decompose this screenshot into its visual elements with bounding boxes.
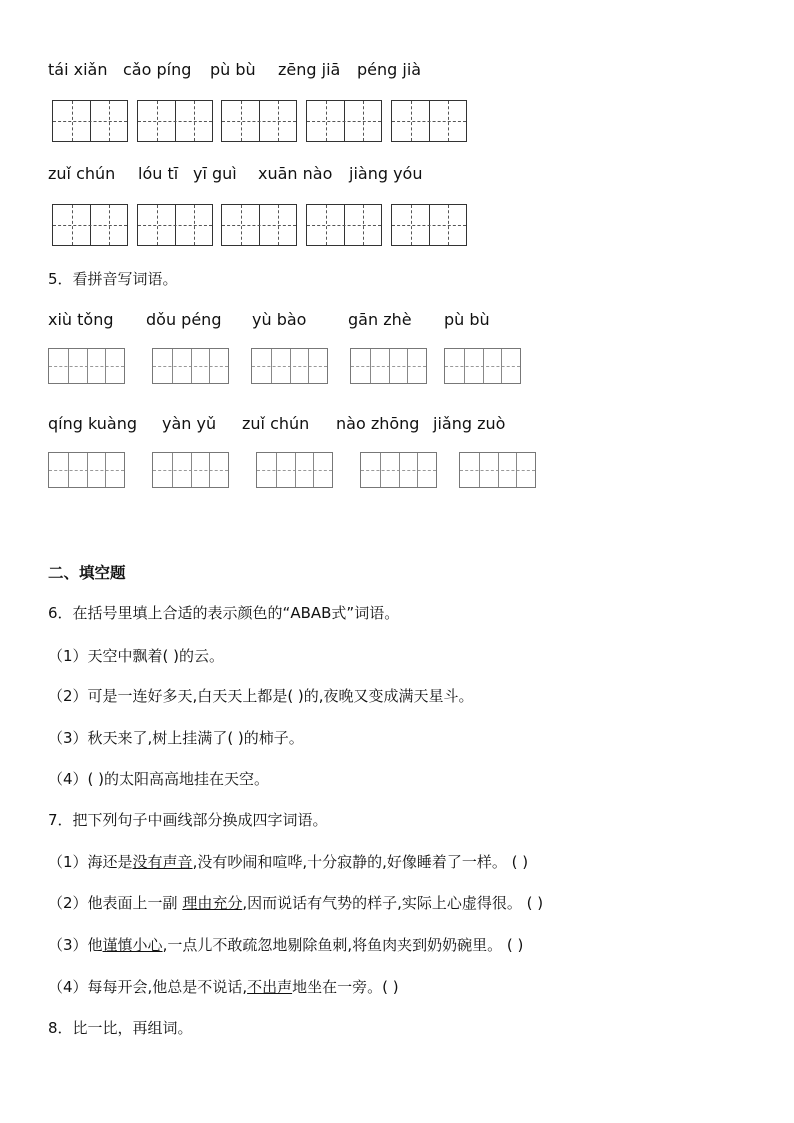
pinyin: zēng jiā xyxy=(278,60,341,79)
writing-box[interactable] xyxy=(221,204,297,246)
underlined-phrase: 谨慎小心 xyxy=(102,936,163,954)
question-6-item: （4）( )的太阳高高地挂在天空。 xyxy=(48,770,270,788)
question-7-item xyxy=(48,851,528,872)
question-6-item: （3）秋天来了,树上挂满了( )的柿子。 xyxy=(48,729,304,747)
writing-grid[interactable] xyxy=(459,452,536,488)
question-7-item xyxy=(48,934,523,955)
pinyin: qíng kuàng xyxy=(48,414,137,433)
pinyin: yàn yǔ xyxy=(162,414,217,433)
question-6-title: 6．在括号里填上合适的表示颜色的“ABAB式”词语。 xyxy=(48,604,400,622)
writing-box[interactable] xyxy=(391,100,467,142)
writing-grid[interactable] xyxy=(444,348,521,384)
question-7-title: 7．把下列句子中画线部分换成四字词语。 xyxy=(48,811,328,829)
item-text: ,没有吵闹和喧哗,十分寂静的,好像睡着了一样。 ( ) xyxy=(192,853,529,871)
writing-box[interactable] xyxy=(52,204,128,246)
pinyin: tái xiǎn xyxy=(48,60,108,79)
writing-grid[interactable] xyxy=(152,452,229,488)
item-text: （4）每每开会,他总是不说话, xyxy=(48,978,248,996)
pinyin: yī guì xyxy=(193,164,237,183)
pinyin: zuǐ chún xyxy=(48,164,116,183)
pinyin: jiǎng zuò xyxy=(433,414,506,433)
pinyin: nào zhōng xyxy=(336,414,420,433)
writing-box[interactable] xyxy=(221,100,297,142)
question-8-title: 8．比一比，再组词。 xyxy=(48,1019,193,1037)
pinyin: cǎo píng xyxy=(123,60,192,79)
writing-grid[interactable] xyxy=(48,452,125,488)
pinyin: yù bào xyxy=(252,310,307,329)
writing-box[interactable] xyxy=(52,100,128,142)
question-7-item xyxy=(48,892,543,913)
underlined-phrase: 理由充分 xyxy=(182,894,243,912)
pinyin: pù bù xyxy=(444,310,490,329)
question-6-item: （1）天空中飘着( )的云。 xyxy=(48,647,225,665)
item-text: ,因而说话有气势的样子,实际上心虚得很。 ( ) xyxy=(242,894,544,912)
writing-box[interactable] xyxy=(306,100,382,142)
question-7-item xyxy=(48,976,399,997)
item-text: 地坐在一旁。( ) xyxy=(292,978,399,996)
pinyin: zuǐ chún xyxy=(242,414,310,433)
item-text: （3）他 xyxy=(48,936,103,954)
pinyin: dǒu péng xyxy=(146,310,222,329)
item-text: （1）海还是 xyxy=(48,853,133,871)
pinyin: xiù tǒng xyxy=(48,310,114,329)
writing-grid[interactable] xyxy=(360,452,437,488)
writing-grid[interactable] xyxy=(350,348,427,384)
underlined-phrase: 不出声 xyxy=(247,978,293,996)
pinyin: lóu tī xyxy=(138,164,179,183)
pinyin: péng jià xyxy=(357,60,422,79)
pinyin: pù bù xyxy=(210,60,256,79)
question-5-title: 5．看拼音写词语。 xyxy=(48,270,178,288)
section-heading: 二、填空题 xyxy=(48,564,126,582)
pinyin: jiàng yóu xyxy=(349,164,423,183)
question-6-item: （2）可是一连好多天,白天天上都是( )的,夜晚又变成满天星斗。 xyxy=(48,687,474,705)
writing-box[interactable] xyxy=(137,204,213,246)
item-text: （2）他表面上一副 xyxy=(48,894,183,912)
underlined-phrase: 没有声音 xyxy=(132,853,193,871)
writing-box[interactable] xyxy=(391,204,467,246)
writing-box[interactable] xyxy=(306,204,382,246)
writing-grid[interactable] xyxy=(251,348,328,384)
writing-grid[interactable] xyxy=(256,452,333,488)
pinyin: xuān nào xyxy=(258,164,333,183)
writing-box[interactable] xyxy=(137,100,213,142)
pinyin: gān zhè xyxy=(348,310,412,329)
writing-grid[interactable] xyxy=(152,348,229,384)
item-text: ,一点儿不敢疏忽地剔除鱼刺,将鱼肉夹到奶奶碗里。 ( ) xyxy=(162,936,524,954)
writing-grid[interactable] xyxy=(48,348,125,384)
